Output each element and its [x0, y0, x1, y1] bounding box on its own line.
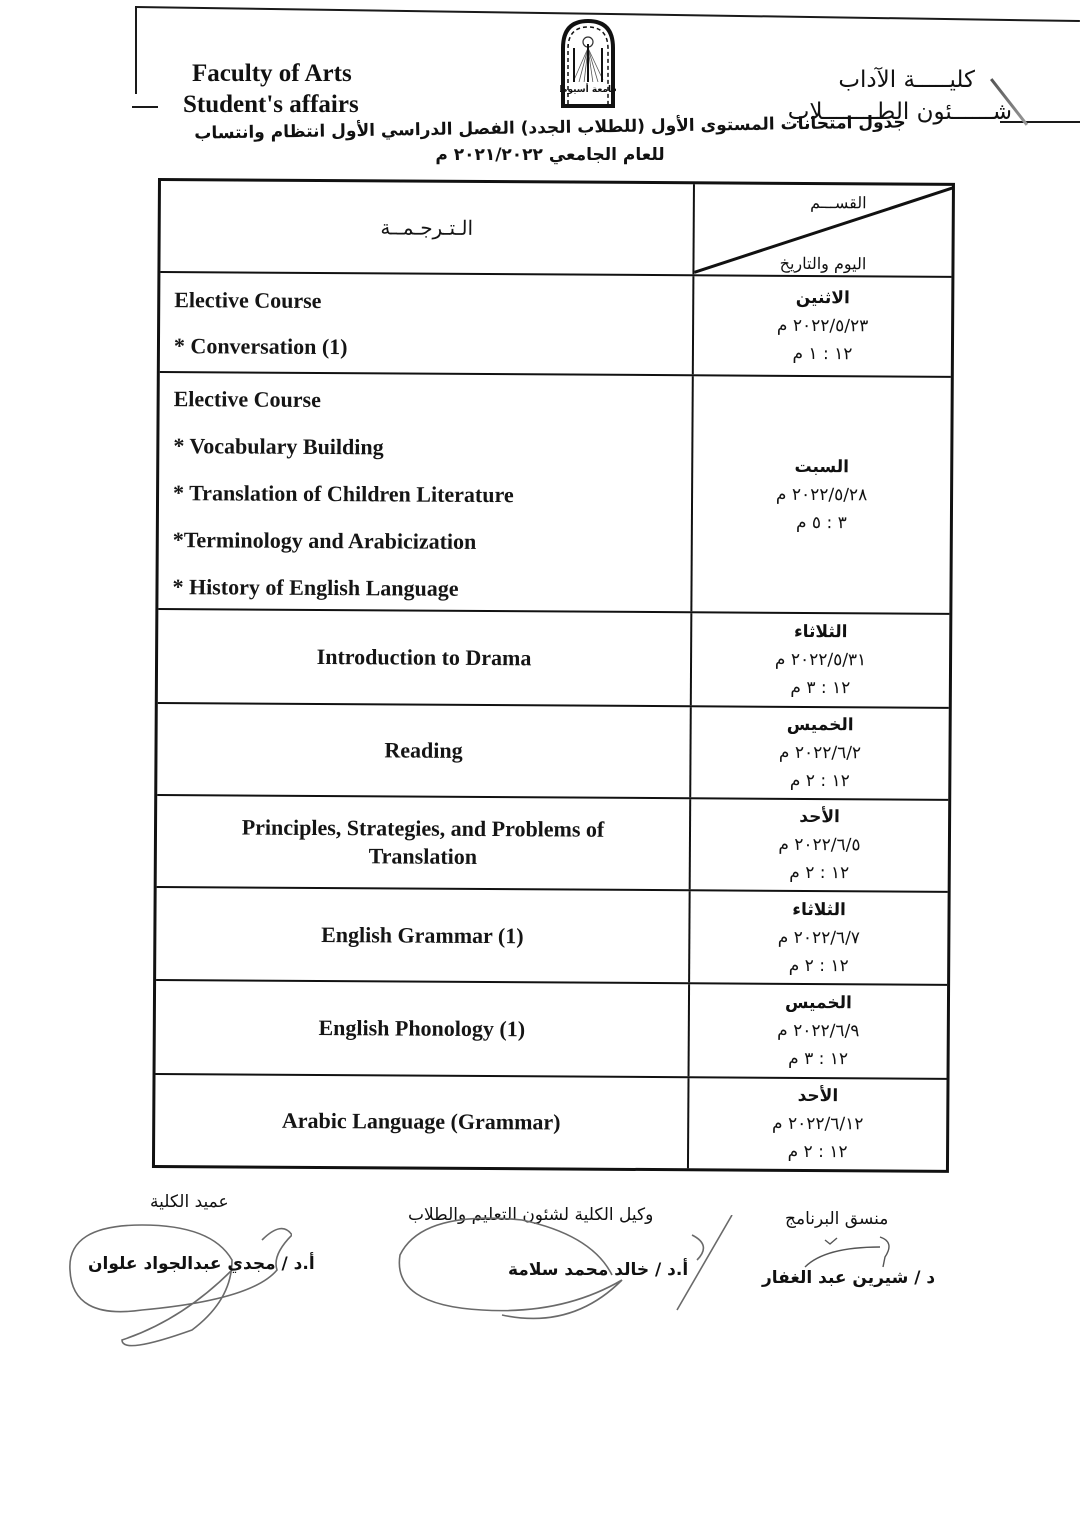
- table-row: [160, 271, 952, 376]
- exam-date: ٢٠٢٢/٥/٢٨ م: [775, 484, 868, 505]
- course-name: * History of English Language: [172, 574, 459, 601]
- course-cell: [157, 796, 692, 889]
- table-row: [158, 608, 950, 707]
- exam-date: ٢٠٢٢/٦/٢ م: [778, 742, 862, 764]
- date-cell: [692, 376, 950, 613]
- exam-date: ٢٠٢٢/٥/٣١ م: [774, 649, 867, 671]
- academic-year: للعام الجامعي ٢٠٢١/٢٠٢٢ م: [435, 145, 665, 165]
- course-cell: [158, 373, 693, 611]
- exam-schedule-table: [152, 178, 955, 1173]
- exam-time: ١٢ : ٢ م: [789, 862, 850, 884]
- exam-day: الأحد: [799, 806, 840, 828]
- table-row: [158, 371, 950, 613]
- exam-time: ١٢ : ٢ م: [789, 770, 850, 792]
- course-cell: [156, 981, 691, 1076]
- coordinator-title: منسق البرنامج: [785, 1209, 889, 1229]
- date-cell: [689, 1078, 947, 1170]
- course-cell: [155, 1075, 690, 1168]
- coordinator-signature-scrawl: [785, 1232, 895, 1272]
- dean-signature-scrawl: [62, 1210, 292, 1350]
- vice-dean-title: وكيل الكلية لشئون التعليم والطلاب: [408, 1205, 654, 1225]
- course-name: Elective Course: [174, 287, 322, 314]
- exam-date: ٢٠٢٢/٦/٩ م: [777, 1020, 860, 1042]
- exam-day: الثلاثاء: [792, 899, 846, 920]
- date-cell: [691, 707, 949, 799]
- exam-date: ٢٠٢٢/٦/٥ م: [778, 834, 861, 856]
- coordinator-name: د / شيرين عبد الغفار: [762, 1268, 936, 1288]
- faculty-name-en: Faculty of Arts: [192, 60, 352, 87]
- date-cell: [691, 799, 949, 891]
- logo-text: جامعة أسيوط: [560, 85, 616, 95]
- exam-date: ٢٠٢٢/٦/٧ م: [777, 927, 861, 948]
- table-row: [157, 794, 949, 891]
- column-header-day-date: [694, 184, 952, 276]
- day-date-label: اليوم والتاريخ: [779, 253, 867, 274]
- exam-time: ١٢ : ٢ م: [788, 955, 849, 976]
- course-name: English Phonology (1): [318, 1014, 526, 1042]
- course-name: Introduction to Drama: [316, 643, 532, 671]
- exam-day: السبت: [794, 456, 850, 477]
- dean-name: أ.د / مجدي عبدالجواد علوان: [88, 1254, 315, 1274]
- exam-day: الخميس: [786, 714, 854, 736]
- header-left-rule: [135, 6, 137, 94]
- course-name: * Translation of Children Literature: [173, 480, 514, 508]
- table-row: [155, 1073, 947, 1170]
- department-label: القســـم: [810, 192, 867, 213]
- column-header-course: الـتـرجـمــة: [160, 181, 695, 274]
- exam-time: ١٢ : ٢ م: [787, 1141, 848, 1163]
- course-cell: [158, 610, 693, 705]
- course-name: * Vocabulary Building: [173, 433, 384, 460]
- table-header-row: [160, 181, 952, 276]
- course-name: Reading: [384, 737, 463, 763]
- header-bottom-left-rule: [132, 106, 158, 108]
- exam-time: ١٢ : ٣ م: [790, 677, 851, 699]
- table-row: [156, 886, 948, 984]
- date-cell: [692, 613, 950, 707]
- course-name: Elective Course: [173, 386, 321, 412]
- course-name: * Conversation (1): [173, 333, 348, 360]
- date-cell: [694, 276, 952, 376]
- university-logo-graphic: [560, 18, 616, 108]
- vice-dean-name: أ.د / خالد محمد سلامة: [508, 1260, 689, 1280]
- exam-date: ٢٠٢٢/٥/٢٣ م: [776, 315, 869, 337]
- student-affairs-en: Student's affairs: [183, 91, 359, 118]
- faculty-name-ar: كليـــــة الآداب: [838, 67, 975, 93]
- course-name: Principles, Strategies, and Problems of Translation: [241, 814, 605, 869]
- course-name: English Grammar (1): [321, 921, 524, 948]
- dean-title: عميد الكلية: [150, 1192, 229, 1212]
- table-row: [157, 702, 949, 799]
- date-cell: [690, 891, 948, 984]
- student-affairs-ar: شــــــئون الطــــــــلاب: [787, 99, 1012, 125]
- exam-time: ١٢ : ٣ م: [788, 1048, 849, 1070]
- course-cell: [156, 888, 691, 982]
- date-cell: [690, 984, 948, 1078]
- course-cell: [157, 704, 692, 797]
- course-name: Arabic Language (Grammar): [281, 1107, 561, 1135]
- header-bottom-right-rule: [1000, 121, 1080, 123]
- exam-time: ١٢ : ١ م: [792, 343, 853, 365]
- exam-day: الأحد: [797, 1085, 839, 1107]
- exam-date: ٢٠٢٢/٦/١٢ م: [772, 1113, 864, 1135]
- exam-day: الاثنين: [795, 287, 850, 309]
- university-logo: [560, 18, 616, 108]
- table-row: [156, 979, 948, 1078]
- exam-time: ٣ : ٥ م: [795, 512, 847, 533]
- schedule-title: جدول امتحانات المستوى الأول (للطلاب الجدد) الفصل الدراسي الأول انتظام وانتساب: [194, 112, 906, 144]
- course-cell: [160, 273, 695, 374]
- exam-day: الخميس: [784, 992, 852, 1014]
- course-name: *Terminology and Arabicization: [172, 527, 477, 554]
- exam-day: الثلاثاء: [793, 621, 848, 643]
